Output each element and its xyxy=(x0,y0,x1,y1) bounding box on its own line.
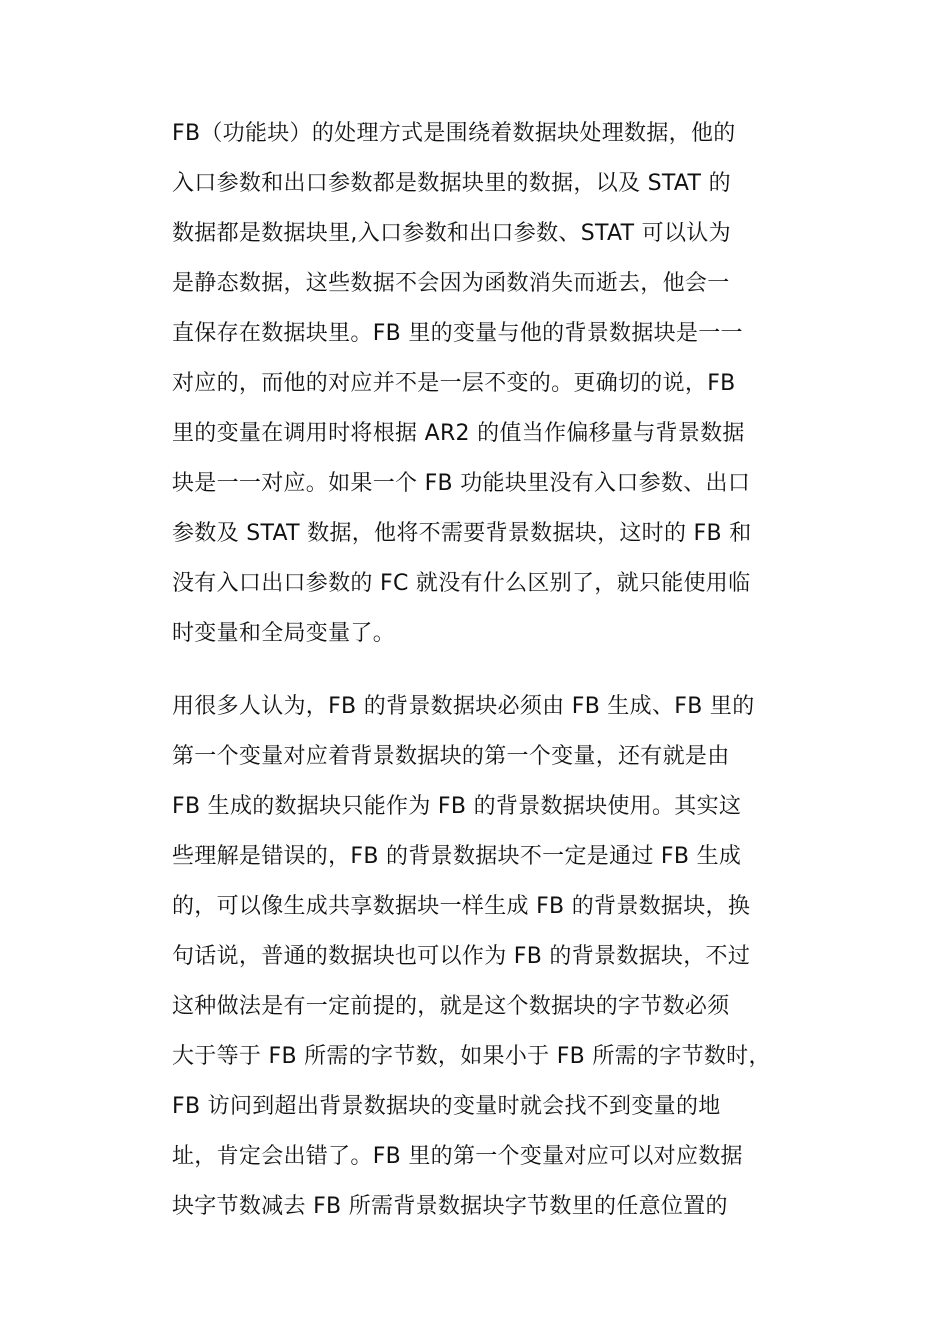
text-line: 没有入口出口参数的 FC 就没有什么区别了，就只能使用临 xyxy=(172,571,751,596)
text-line: 入口参数和出口参数都是数据块里的数据，以及 STAT 的 xyxy=(172,171,731,196)
text-line: 参数及 STAT 数据，他将不需要背景数据块，这时的 FB 和 xyxy=(172,521,752,546)
text-line: 数据都是数据块里,入口参数和出口参数、STAT 可以认为 xyxy=(172,221,731,246)
text-line: 的，可以像生成共享数据块一样生成 FB 的背景数据块，换 xyxy=(172,894,751,919)
text-line: 块字节数减去 FB 所需背景数据块字节数里的任意位置的 xyxy=(172,1194,728,1219)
text-line: 这种做法是有一定前提的，就是这个数据块的字节数必须 xyxy=(172,994,730,1019)
paragraph-1 xyxy=(172,114,782,664)
text-line: FB 生成的数据块只能作为 FB 的背景数据块使用。其实这 xyxy=(172,794,742,819)
text-line: FB 访问到超出背景数据块的变量时就会找不到变量的地 xyxy=(172,1094,721,1119)
text-line: 是静态数据，这些数据不会因为函数消失而逝去，他会一 xyxy=(172,271,730,296)
text-line: 址，肯定会出错了。FB 里的第一个变量对应可以对应数据 xyxy=(172,1144,743,1169)
text-line: 对应的，而他的对应并不是一层不变的。更确切的说，FB xyxy=(172,371,736,396)
text-line: 些理解是错误的，FB 的背景数据块不一定是通过 FB 生成 xyxy=(172,844,742,869)
text-line: 第一个变量对应着背景数据块的第一个变量，还有就是由 xyxy=(172,744,730,769)
paragraph-2 xyxy=(172,687,782,1237)
text-line: FB（功能块）的处理方式是围绕着数据块处理数据，他的 xyxy=(172,121,736,146)
text-line: 直保存在数据块里。FB 里的变量与他的背景数据块是一一 xyxy=(172,321,743,346)
text-line: 块是一一对应。如果一个 FB 功能块里没有入口参数、出口 xyxy=(172,471,751,496)
text-line: 用很多人认为，FB 的背景数据块必须由 FB 生成、FB 里的 xyxy=(172,694,755,719)
text-line: 时变量和全局变量了。 xyxy=(172,621,396,646)
text-line: 句话说，普通的数据块也可以作为 FB 的背景数据块，不过 xyxy=(172,944,751,969)
text-line: 大于等于 FB 所需的字节数，如果小于 FB 所需的字节数时， xyxy=(172,1044,771,1069)
text-line: 里的变量在调用时将根据 AR2 的值当作偏移量与背景数据 xyxy=(172,421,745,446)
